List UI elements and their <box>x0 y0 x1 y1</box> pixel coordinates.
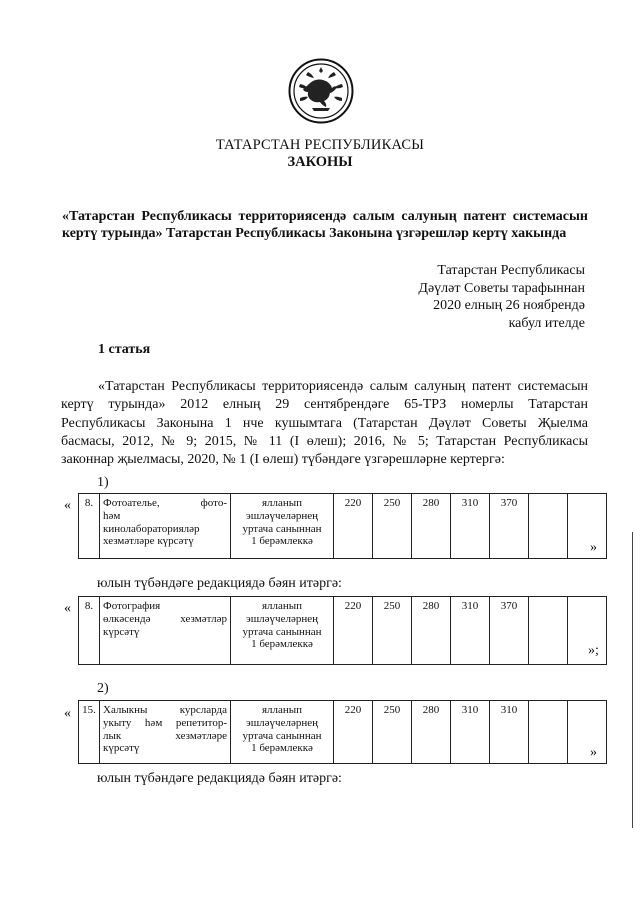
activity-name: Халыкны курсларда укыту һәм репетитор- лык хезмәтләре күрсәтү <box>100 701 231 764</box>
row-number: 8. <box>79 494 100 559</box>
tariff-table <box>78 493 607 559</box>
value-cell: 220 <box>334 597 373 665</box>
law-title-line: «Татарстан Республикасы территориясендә салым салуның патент системасын <box>62 209 588 224</box>
value-cell: 280 <box>412 701 451 764</box>
table-row <box>79 494 607 559</box>
adoption-line: Татарстан Республикасы <box>437 263 585 278</box>
open-quote: « <box>64 498 71 513</box>
empty-cell <box>568 701 607 764</box>
open-quote: « <box>64 601 71 616</box>
value-cell: 310 <box>451 597 490 665</box>
value-cell: 250 <box>373 701 412 764</box>
adoption-line: 2020 елның 26 ноябрендә <box>433 298 585 313</box>
empty-cell <box>568 597 607 665</box>
value-cell: 370 <box>490 597 529 665</box>
empty-cell <box>529 597 568 665</box>
activity-name: Фотоателье, фото- һәм кинолабораторияләр хезмәтләре күрсәтү <box>100 494 231 559</box>
unit-cell: ялланып эшләүчеләрнең уртача саныннан 1 берәмлеккә <box>231 597 334 665</box>
adoption-line: Дәүләт Советы тарафыннан <box>418 280 585 296</box>
instruction-line: юлын түбәндәге редакциядә бәян итәргә: <box>97 576 342 591</box>
item-number: 2) <box>97 681 109 696</box>
empty-cell <box>568 494 607 559</box>
value-cell: 250 <box>373 494 412 559</box>
tatarstan-emblem <box>288 58 354 124</box>
item-number: 1) <box>97 475 109 490</box>
value-cell: 220 <box>334 701 373 764</box>
close-quote: »; <box>588 643 599 658</box>
value-cell: 250 <box>373 597 412 665</box>
row-number: 15. <box>79 701 100 764</box>
table-row <box>79 597 607 665</box>
value-cell: 220 <box>334 494 373 559</box>
unit-cell: ялланып эшләүчеләрнең уртача саныннан 1 берәмлеккә <box>231 494 334 559</box>
value-cell: 280 <box>412 597 451 665</box>
article-heading: 1 статья <box>98 342 151 357</box>
paragraph-line: законнар җыелмасы, 2020, № 1 (I өлеш) түбәндәге үзгәрешләрне кертергә: <box>61 452 505 468</box>
law-title <box>62 208 588 242</box>
table-row <box>79 701 607 764</box>
law-title-line: кертү турында» Татарстан Республикасы Законына үзгәрешләр кертү хакында <box>62 226 567 241</box>
close-quote: » <box>590 540 597 555</box>
empty-cell <box>529 701 568 764</box>
close-quote: » <box>590 745 597 760</box>
open-quote: « <box>64 706 71 721</box>
unit-cell: ялланып эшләүчеләрнең уртача саныннан 1 берәмлеккә <box>231 701 334 764</box>
value-cell: 280 <box>412 494 451 559</box>
paragraph-line: кертү турында» 2012 елның 29 сентябрендәге 65-ТРЗ номерлы Татарстан <box>61 397 588 413</box>
adoption-block <box>418 262 585 332</box>
state-heading: ТАТАРСТАН РЕСПУБЛИКАСЫ <box>215 137 425 153</box>
value-cell: 370 <box>490 494 529 559</box>
instruction-line: юлын түбәндәге редакциядә бәян итәргә: <box>97 771 342 786</box>
activity-name: Фотография өлкәсендә хезмәтләр күрсәтү <box>100 597 231 665</box>
empty-cell <box>529 494 568 559</box>
value-cell: 310 <box>490 701 529 764</box>
tariff-table <box>78 700 607 764</box>
law-heading: ЗАКОНЫ <box>287 154 353 170</box>
scan-margin-line <box>632 532 633 828</box>
tariff-table <box>78 596 607 665</box>
paragraph-line: «Татарстан Республикасы территориясендә салым салуның патент системасын <box>98 379 588 394</box>
value-cell: 310 <box>451 701 490 764</box>
article-paragraph <box>61 378 588 469</box>
paragraph-line: басмасы, 2012, № 9; 2015, № 11 (I өлеш); 2016, № 5; Татарстан Республикасы <box>61 433 588 449</box>
adoption-line: кабул ителде <box>508 315 585 331</box>
row-number: 8. <box>79 597 100 665</box>
paragraph-line: Республикасы Законына 1 нче кушымтага (Татарстан Дәүләт Советы Җыелма <box>61 415 588 431</box>
value-cell: 310 <box>451 494 490 559</box>
